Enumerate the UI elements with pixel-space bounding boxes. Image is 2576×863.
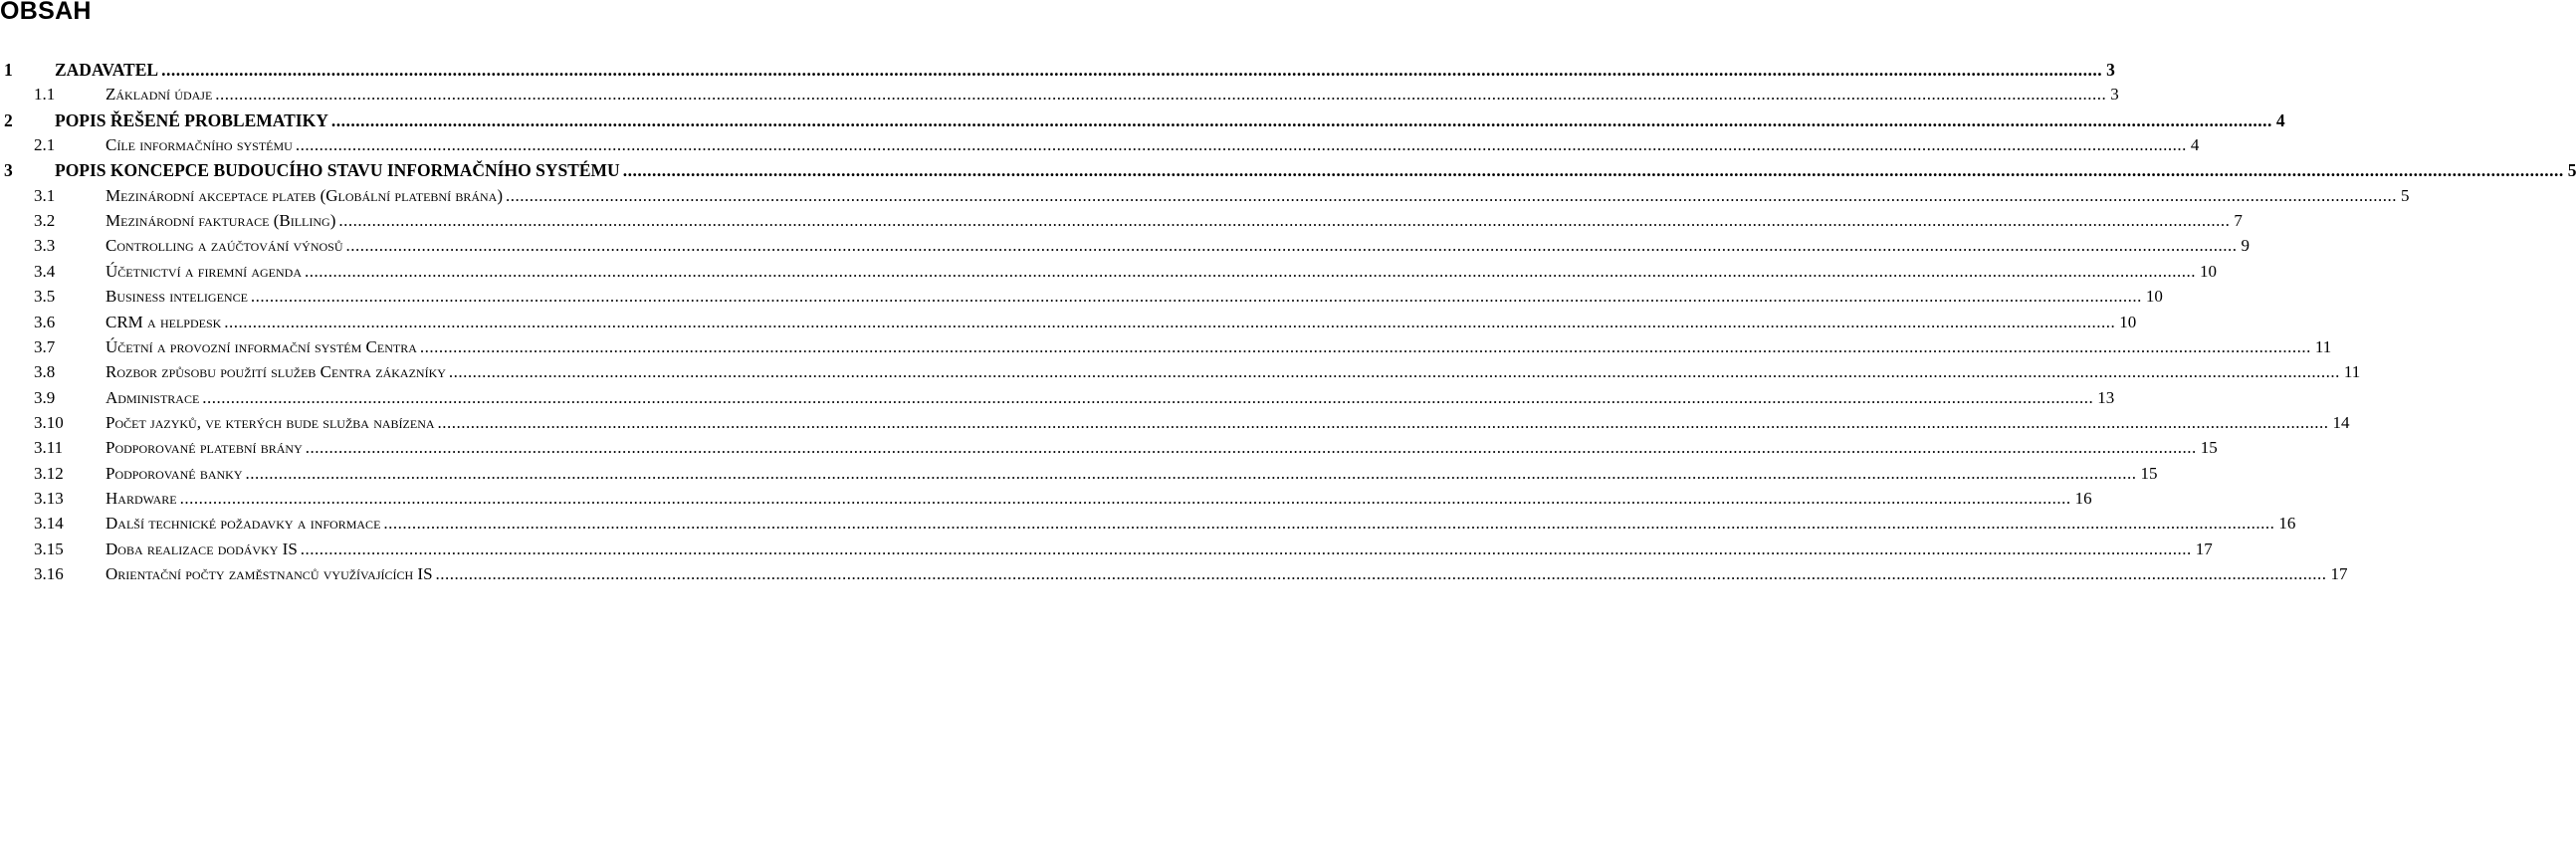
toc-number: 3.12 bbox=[34, 464, 64, 483]
toc-title: Další technické požadavky a informace bbox=[106, 514, 381, 533]
toc-entry-link[interactable] bbox=[106, 410, 2350, 436]
toc-entry-link[interactable] bbox=[106, 208, 2243, 234]
toc-entry-link[interactable] bbox=[106, 461, 2158, 487]
toc-section-row bbox=[0, 334, 2332, 360]
toc-number: 3.14 bbox=[34, 514, 64, 533]
toc-title: Počet jazyků, ve kterých bude služba nabízena bbox=[106, 413, 435, 432]
toc-title: Controlling a zaúčtování výnosů bbox=[106, 236, 343, 255]
toc-leader-dots: ................................................................................................................................................................................................................................................................................................................................................................................................................ bbox=[437, 413, 2329, 432]
toc-page-number: 16 bbox=[2074, 489, 2092, 508]
toc-number: 3.2 bbox=[34, 211, 56, 230]
toc-section-row bbox=[0, 511, 2296, 537]
toc-chapter-row bbox=[0, 157, 2576, 183]
toc-entry-link[interactable] bbox=[106, 82, 2119, 108]
toc-leader-dots: ................................................................................................................................................................................................................................................................................................................................................................................................................ bbox=[305, 262, 2197, 281]
toc-entry-link[interactable] bbox=[106, 233, 2251, 259]
toc-number: 3.7 bbox=[34, 337, 56, 356]
toc-title: Doba realizace dodávky IS bbox=[106, 539, 298, 558]
toc-title: Rozbor způsobu použití služeb Centra zákazníky bbox=[106, 362, 446, 381]
toc-title: Cíle informačního systému bbox=[106, 135, 293, 154]
toc-leader-dots: ................................................................................................................................................................................................................................................................................................................................................................................................................ bbox=[305, 438, 2197, 457]
toc-section-row bbox=[0, 208, 2243, 234]
toc-page-number: 15 bbox=[2200, 438, 2218, 457]
toc-leader-dots: ................................................................................................................................................................................................................................................................................................................................................................................................................ bbox=[161, 60, 2103, 80]
toc-entry-link[interactable] bbox=[106, 385, 2115, 411]
document-heading: OBSAH bbox=[0, 0, 92, 25]
toc-number: 3.3 bbox=[34, 236, 56, 255]
toc-entry-link[interactable] bbox=[106, 511, 2296, 537]
toc-page-number: 9 bbox=[2241, 236, 2251, 255]
toc-title: Orientační počty zaměstnanců využívajících IS bbox=[106, 564, 433, 583]
toc-leader-dots: ................................................................................................................................................................................................................................................................................................................................................................................................................ bbox=[338, 211, 2231, 230]
toc-entry-link[interactable] bbox=[106, 132, 2200, 158]
toc-number: 3 bbox=[4, 160, 13, 180]
toc-section-row bbox=[0, 310, 2137, 335]
toc-entry-link[interactable] bbox=[55, 108, 2285, 133]
toc-title: Účetnictví a firemní agenda bbox=[106, 262, 303, 281]
toc-section-row bbox=[0, 385, 2115, 411]
toc-number: 3.10 bbox=[34, 413, 64, 432]
toc-entry-link[interactable] bbox=[106, 284, 2163, 310]
toc-number: 3.13 bbox=[34, 489, 64, 508]
toc-number: 3.16 bbox=[34, 564, 64, 583]
toc-entry-link[interactable] bbox=[106, 435, 2218, 461]
toc-leader-dots: ................................................................................................................................................................................................................................................................................................................................................................................................................ bbox=[383, 514, 2275, 533]
toc-number: 3.8 bbox=[34, 362, 56, 381]
toc-leader-dots: ................................................................................................................................................................................................................................................................................................................................................................................................................ bbox=[435, 564, 2327, 583]
toc-title: Hardware bbox=[106, 489, 177, 508]
toc-page-number: 10 bbox=[2119, 313, 2137, 331]
toc-chapter-row bbox=[0, 108, 2285, 133]
toc-page-number: 4 bbox=[2275, 110, 2285, 130]
toc-number: 2.1 bbox=[34, 135, 56, 154]
toc-title: Podporované banky bbox=[106, 464, 243, 483]
toc-page-number: 16 bbox=[2278, 514, 2296, 533]
toc-page-number: 13 bbox=[2097, 388, 2115, 407]
toc-section-row bbox=[0, 359, 2361, 385]
toc-title: CRM a helpdesk bbox=[106, 313, 222, 331]
toc-title: Mezinárodní fakturace (Billing) bbox=[106, 211, 336, 230]
toc-section-row bbox=[0, 233, 2251, 259]
toc-page-number: 14 bbox=[2332, 413, 2350, 432]
toc-entry-link[interactable] bbox=[55, 57, 2115, 83]
toc-section-row bbox=[0, 259, 2218, 285]
toc-page-number: 15 bbox=[2140, 464, 2158, 483]
toc-page-number: 5 bbox=[2401, 186, 2410, 205]
toc-title: Administrace bbox=[106, 388, 200, 407]
toc-page-number: 11 bbox=[2343, 362, 2361, 381]
toc-leader-dots: ................................................................................................................................................................................................................................................................................................................................................................................................................ bbox=[300, 539, 2192, 558]
toc-number: 3.9 bbox=[34, 388, 56, 407]
toc-section-row bbox=[0, 461, 2158, 487]
toc-number: 3.15 bbox=[34, 539, 64, 558]
toc-title: Účetní a provozní informační systém Centra bbox=[106, 337, 417, 356]
toc-page-number: 3 bbox=[2106, 60, 2115, 80]
toc-entry-link[interactable] bbox=[106, 259, 2218, 285]
toc-leader-dots: ................................................................................................................................................................................................................................................................................................................................................................................................................ bbox=[224, 313, 2116, 331]
toc-page-number: 5 bbox=[2567, 160, 2576, 180]
toc-leader-dots: ................................................................................................................................................................................................................................................................................................................................................................................................................ bbox=[345, 236, 2238, 255]
toc-title: Základní údaje bbox=[106, 85, 213, 104]
toc-number: 2 bbox=[4, 110, 13, 130]
toc-entry-link[interactable] bbox=[106, 359, 2361, 385]
toc-leader-dots: ................................................................................................................................................................................................................................................................................................................................................................................................................ bbox=[202, 388, 2094, 407]
toc-page-number: 4 bbox=[2190, 135, 2200, 154]
toc-number: 3.1 bbox=[34, 186, 56, 205]
toc-entry-link[interactable] bbox=[106, 561, 2348, 587]
toc-chapter-row bbox=[0, 57, 2115, 83]
toc-entry-link[interactable] bbox=[106, 183, 2410, 209]
toc-title: POPIS ŘEŠENÉ PROBLEMATIKY bbox=[55, 110, 328, 130]
toc-section-row bbox=[0, 132, 2200, 158]
toc-title: Mezinárodní akceptace plateb (Globální platební brána) bbox=[106, 186, 503, 205]
toc-number: 3.11 bbox=[34, 438, 64, 457]
toc-number: 1.1 bbox=[34, 85, 56, 104]
toc-leader-dots: ................................................................................................................................................................................................................................................................................................................................................................................................................ bbox=[245, 464, 2137, 483]
toc-entry-link[interactable] bbox=[106, 486, 2092, 512]
toc-title: Podporované platební brány bbox=[106, 438, 303, 457]
toc-entry-link[interactable] bbox=[55, 157, 2576, 183]
toc-title: Business inteligence bbox=[106, 287, 248, 306]
toc-number: 3.5 bbox=[34, 287, 56, 306]
toc-entry-link[interactable] bbox=[106, 334, 2332, 360]
toc-leader-dots: ................................................................................................................................................................................................................................................................................................................................................................................................................ bbox=[295, 135, 2187, 154]
toc-leader-dots: ................................................................................................................................................................................................................................................................................................................................................................................................................ bbox=[506, 186, 2397, 205]
toc-section-row bbox=[0, 435, 2218, 461]
toc-leader-dots: ................................................................................................................................................................................................................................................................................................................................................................................................................ bbox=[250, 287, 2142, 306]
toc-page-number: 3 bbox=[2110, 85, 2119, 104]
toc-leader-dots: ................................................................................................................................................................................................................................................................................................................................................................................................................ bbox=[622, 160, 2564, 180]
toc-number: 3.6 bbox=[34, 313, 56, 331]
toc-page-number: 7 bbox=[2234, 211, 2243, 230]
toc-number: 3.4 bbox=[34, 262, 56, 281]
toc-section-row bbox=[0, 284, 2163, 310]
toc-section-row bbox=[0, 537, 2213, 562]
toc-leader-dots: ................................................................................................................................................................................................................................................................................................................................................................................................................ bbox=[330, 110, 2272, 130]
toc-title: ZADAVATEL bbox=[55, 60, 159, 80]
toc-page-number: 11 bbox=[2314, 337, 2332, 356]
toc-leader-dots: ................................................................................................................................................................................................................................................................................................................................................................................................................ bbox=[448, 362, 2340, 381]
toc-page-number: 10 bbox=[2200, 262, 2218, 281]
toc-entry-link[interactable] bbox=[106, 537, 2213, 562]
toc-entry-link[interactable] bbox=[106, 310, 2137, 335]
toc-title: POPIS KONCEPCE BUDOUCÍHO STAVU INFORMAČNÍHO SYSTÉMU bbox=[55, 160, 620, 180]
toc-page-number: 17 bbox=[2195, 539, 2213, 558]
toc-page-number: 10 bbox=[2145, 287, 2163, 306]
toc-leader-dots: ................................................................................................................................................................................................................................................................................................................................................................................................................ bbox=[179, 489, 2071, 508]
toc-leader-dots: ................................................................................................................................................................................................................................................................................................................................................................................................................ bbox=[419, 337, 2311, 356]
toc-leader-dots: ................................................................................................................................................................................................................................................................................................................................................................................................................ bbox=[215, 85, 2107, 104]
toc-section-row bbox=[0, 410, 2350, 436]
toc-page-number: 17 bbox=[2330, 564, 2348, 583]
toc-section-row bbox=[0, 486, 2092, 512]
toc-section-row bbox=[0, 82, 2119, 108]
toc-section-row bbox=[0, 183, 2410, 209]
toc-section-row bbox=[0, 561, 2348, 587]
toc-number: 1 bbox=[4, 60, 13, 80]
